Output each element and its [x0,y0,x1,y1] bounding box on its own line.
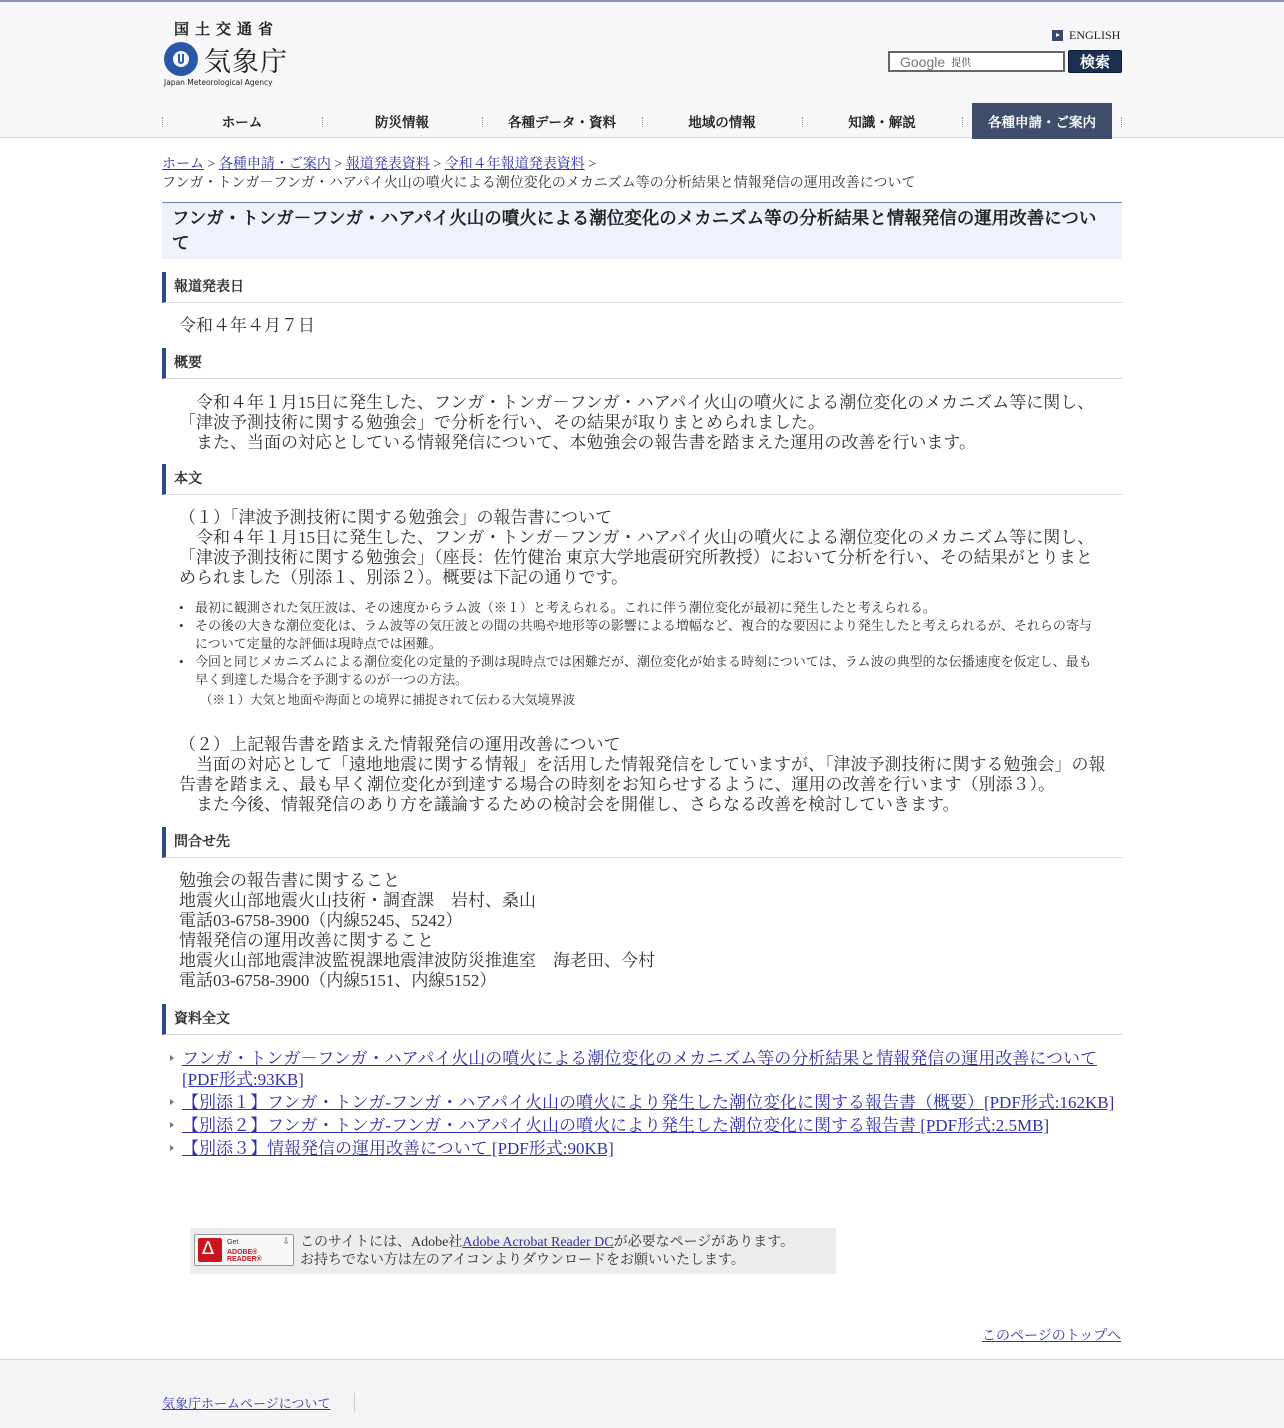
badge-line2: ADOBE® READER® [227,1249,262,1263]
summary-text [179,393,1109,453]
contact-line: 情報発信の運用改善に関すること [179,931,434,950]
agency-name: 気象庁 [204,47,288,78]
arrow-right-icon [1052,30,1063,41]
nav-item-label: 知識・解説 [848,115,916,131]
breadcrumb-separator: > [207,157,216,172]
list-item [168,1115,1118,1136]
breadcrumb [162,155,1122,193]
search-input[interactable] [888,51,1065,72]
get-adobe-reader-button[interactable] [194,1234,294,1266]
jma-emblem-icon [164,42,198,76]
breadcrumb-separator: > [588,157,597,172]
nav-item-label: 各種申請・ご案内 [972,103,1112,139]
section-heading-summary: 概要 [162,348,1122,379]
google-brand: Google [900,53,946,70]
nav-item-disaster-info[interactable] [322,103,482,139]
adobe-reader-notice [190,1228,836,1274]
nav-item-applications[interactable] [962,103,1122,139]
summary-paragraph: また、当面の対応としている情報発信について、本勉強会の報告書を踏まえた運用の改善を行います。 [196,433,976,452]
breadcrumb-applications[interactable]: 各種申請・ご案内 [218,157,331,172]
site-footer [0,1359,1284,1428]
breadcrumb-separator: > [334,157,343,172]
breadcrumb-r4-press-releases[interactable]: 令和４年報道発表資料 [444,157,585,172]
list-item [168,1048,1118,1090]
adobe-pdf-icon [198,1238,222,1262]
ministry-name: 国土交通省 [174,20,280,38]
page-top-link[interactable]: このページのトップへ [982,1329,1122,1344]
breadcrumb-press-releases[interactable]: 報道発表資料 [345,157,430,172]
breadcrumb-current: フンガ・トンガ－フンガ・ハアパイ火山の噴火による潮位変化のメカニズム等の分析結果と情報発信の運用改善について [162,176,916,191]
contact-line: 勉強会の報告書に関すること [179,871,400,890]
findings-list [179,599,1099,689]
contact-line: 電話03-6758-3900（内線5245、5242） [179,911,463,930]
global-nav [162,103,1122,139]
contact-line: 地震火山部地震火山技術・調査課 岩村、桑山 [179,891,536,910]
document-list [168,1048,1118,1161]
section-heading-documents: 資料全文 [162,1004,1122,1035]
search-button[interactable]: 検索 [1068,50,1122,73]
footnote: （※１）大気と地面や海面との境界に捕捉されて伝わる大気境界波 [200,693,576,707]
document-link-annex2[interactable]: 【別添２】フンガ・トンガ-フンガ・ハアパイ火山の噴火により発生した潮位変化に関する報告書 [PDF形式:2.5MB] [182,1116,1050,1135]
footer-about-link[interactable]: 気象庁ホームページについて [162,1393,355,1412]
badge-line1: Get [227,1239,239,1246]
adobe-text-line2: お持ちでない方は左のアイコンよりダウンロードをお願いいたします。 [300,1253,745,1268]
adobe-text-after: が必要なページがあります。 [613,1235,795,1250]
list-item: • 今回と同じメカニズムによる潮位変化の定量的予測は現時点では困難だが、潮位変化が始まる時刻については、ラム波の典型的な伝播速度を仮定し、最も早く到達した場合を予測するのが一つの方法。 [179,653,1099,689]
body-paragraph: 当面の対応として「遠地地震に関する情報」を活用した情報発信をしていますが、「津波予測技術に関する勉強会」の報告書を踏まえ、最も早く潮位変化が到達する場合の時刻をお知らせするように、運用の改善を行います（別添３）。 [179,755,1106,794]
nav-item-data[interactable] [482,103,642,139]
nav-item-knowledge[interactable] [802,103,962,139]
contact-line: 電話03-6758-3900（内線5151、内線5152） [179,971,497,990]
english-link-label: ENGLISH [1069,28,1121,42]
document-link-main[interactable]: フンガ・トンガ－フンガ・ハアパイ火山の噴火による潮位変化のメカニズム等の分析結果と情報発信の運用改善について [PDF形式:93KB] [182,1049,1097,1089]
subsection-title: （２）上記報告書を踏まえた情報発信の運用改善について [179,735,621,754]
section-heading-contact: 問合せ先 [162,827,1122,858]
body-paragraph: また今後、情報発信のあり方を議論するための検討会を開催し、さらなる改善を検討していきます。 [196,795,960,814]
contact-line: 地震火山部地震津波監視課地震津波防災推進室 海老田、今村 [179,951,655,970]
nav-item-label: 各種データ・資料 [508,115,616,131]
adobe-reader-link[interactable]: Adobe Acrobat Reader DC [462,1235,614,1250]
search-placeholder: 提供 [951,58,972,69]
subsection-title: （１）「津波予測技術に関する勉強会」の報告書について [179,508,613,527]
download-arrow-icon: ⇩ [282,1237,290,1247]
site-header [0,2,1284,138]
list-item [168,1092,1118,1113]
body-paragraph: 令和４年１月15日に発生した、フンガ・トンガ－フンガ・ハアパイ火山の噴火による潮位変化のメカニズム等に関し、「津波予測技術に関する勉強会」（座長：佐竹健治 東京大学地震研究所教授）において分析を行い、その結果がとりまとめられました（別添１、別添２）。概要は下記の通りです。 [179,528,1095,587]
list-item: • 最初に観測された気圧波は、その速度からラム波（※１）と考えられる。これに伴う潮位変化が最初に発生したと考えられる。 [179,599,1099,617]
list-item: • その後の大きな潮位変化は、ラム波等の気圧波との間の共鳴や地形等の影響による増幅など、複合的な要因により発生したと考えられるが、それらの寄与について定量的な評価は現時点では困難。 [179,617,1099,653]
english-link[interactable] [1052,28,1120,43]
breadcrumb-separator: > [433,157,442,172]
body-part2 [179,735,1109,815]
list-item [168,1138,1118,1159]
nav-item-regional[interactable] [642,103,802,139]
nav-item-label: ホーム [221,115,263,131]
section-heading-date: 報道発表日 [162,272,1122,303]
document-link-annex3[interactable]: 【別添３】情報発信の運用改善について [PDF形式:90KB] [182,1139,614,1158]
jma-logo[interactable] [162,18,292,90]
agency-name-en: Japan Meteorological Agency [164,78,273,87]
document-link-annex1[interactable]: 【別添１】フンガ・トンガ-フンガ・ハアパイ火山の噴火により発生した潮位変化に関する報告書（概要）[PDF形式:162KB] [182,1093,1115,1112]
body-part1 [179,508,1109,588]
page-title: フンガ・トンガ－フンガ・ハアパイ火山の噴火による潮位変化のメカニズム等の分析結果と情報発信の運用改善について [162,202,1122,259]
contact-info [179,871,1109,991]
adobe-notice-text [300,1234,794,1270]
nav-item-label: 防災情報 [375,115,429,131]
breadcrumb-home[interactable]: ホーム [162,157,204,172]
adobe-text-before: このサイトには、Adobe社 [300,1235,463,1250]
summary-paragraph: 令和４年１月15日に発生した、フンガ・トンガ－フンガ・ハアパイ火山の噴火による潮位変化のメカニズム等に関し、「津波予測技術に関する勉強会」で分析を行い、その結果が取りまとめられました。 [179,393,1095,432]
section-heading-body: 本文 [162,464,1122,495]
release-date: 令和４年４月７日 [179,316,315,335]
nav-item-label: 地域の情報 [688,115,756,131]
nav-item-home[interactable] [162,103,322,139]
